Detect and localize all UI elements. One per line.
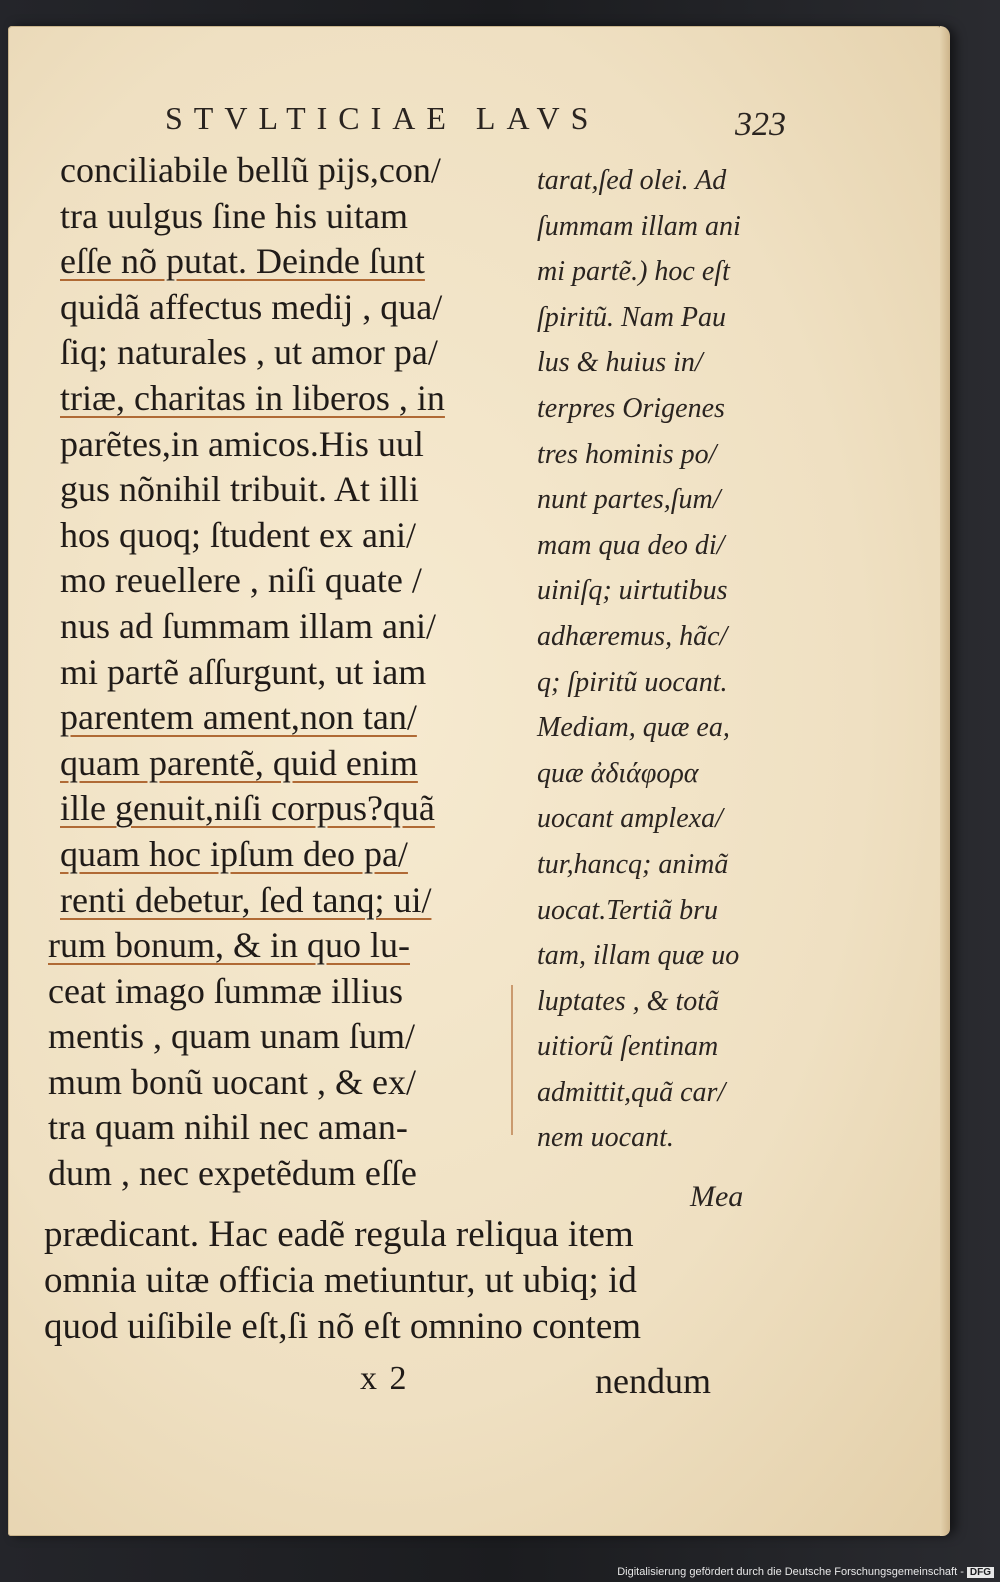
- text-line: quod uiſibile eſt,ſi nõ eſt omnino contem: [44, 1306, 642, 1347]
- gloss-line: ſummam illam ani: [537, 210, 741, 242]
- gloss-line: nem uocant.: [537, 1122, 674, 1154]
- text-line: ceat imago ſummæ illius: [48, 970, 403, 1011]
- gloss-line: ſpiritũ. Nam Pau: [537, 301, 727, 333]
- gloss-line: admittit,quã car/: [537, 1076, 726, 1108]
- credit-text: Digitalisierung gefördert durch die Deutsche Forschungsgemeinschaft -: [617, 1566, 964, 1578]
- gloss-line: terpres Origenes: [537, 392, 725, 424]
- text-line: omnia uitæ officia metiuntur, ut ubiq; id: [44, 1260, 637, 1301]
- gloss-line: Mediam, quæ ea,: [537, 712, 730, 744]
- page-number: 323: [735, 106, 786, 143]
- text-line: mi partẽ aſſurgunt, ut iam: [60, 651, 427, 692]
- gloss-line: uiniſq; uirtutibus: [537, 575, 728, 607]
- gloss-line: adhæremus, hãc/: [537, 620, 728, 652]
- full-width-text: [44, 1212, 764, 1350]
- gloss-line: lus & huius in/: [537, 347, 703, 379]
- page-edge: [940, 26, 950, 1536]
- gloss-line: quæ ἀδιάφορα: [537, 757, 699, 789]
- marginal-gloss: [537, 158, 787, 1161]
- gloss-line: uocat.Tertiã bru: [537, 894, 718, 926]
- text-line: dum , nec expetẽdum eſſe: [48, 1153, 417, 1194]
- text-line: ille genuit,niſi corpus?quã: [60, 788, 435, 829]
- text-line: parentem ament,non tan/: [60, 697, 417, 738]
- text-line: prædicant. Hac eadẽ regula reliqua item: [44, 1214, 634, 1255]
- text-line: nus ad ſummam illam ani/: [60, 605, 436, 646]
- dfg-logo: DFG: [967, 1567, 994, 1578]
- text-line: mum bonũ uocant , & ex/: [48, 1061, 416, 1102]
- text-line: gus nõnihil tribuit. At illi: [60, 469, 420, 510]
- signature-mark: x 2: [360, 1360, 409, 1397]
- gloss-line: q; ſpiritũ uocant.: [537, 666, 728, 698]
- gloss-line: tres hominis po/: [537, 438, 717, 470]
- gloss-line: mi partẽ.) hoc eſt: [537, 256, 730, 288]
- gloss-line: uitiorũ ſentinam: [537, 1031, 719, 1063]
- text-line: mentis , quam unam ſum/: [48, 1016, 415, 1057]
- text-line: tra quam nihil nec aman-: [48, 1107, 408, 1148]
- running-head: STVLTICIAE LAVS: [165, 100, 600, 136]
- text-line: parẽtes,in amicos.His uul: [60, 423, 424, 464]
- gloss-line: mam qua deo di/: [537, 529, 725, 561]
- gloss-line: tarat,ſed olei. Ad: [537, 165, 727, 196]
- text-line: triæ, charitas in liberos , in: [60, 377, 445, 418]
- gloss-catchword: Mea: [690, 1180, 744, 1213]
- gloss-line: uocant amplexa/: [537, 803, 723, 835]
- gloss-line: tam, illam quæ uo: [537, 940, 740, 972]
- digitization-credit: [617, 1566, 994, 1578]
- text-line: quam parentẽ, quid enim: [60, 742, 418, 783]
- gloss-marker-line: [511, 985, 513, 1135]
- text-line: quam hoc ipſum deo pa/: [60, 833, 408, 874]
- text-line: rum bonum, & in quo lu-: [48, 925, 410, 966]
- gloss-line: tur,hancq; animã: [537, 848, 729, 880]
- gloss-line: nunt partes,ſum/: [537, 484, 721, 516]
- text-line: renti debetur, ſed tanq; ui/: [60, 879, 432, 920]
- catchword: nendum: [595, 1361, 711, 1401]
- gloss-line: luptates , & totã: [537, 985, 719, 1017]
- text-line: mo reuellere , niſi quate /: [60, 560, 422, 601]
- main-text-column: [48, 148, 530, 1197]
- text-line: eſſe nõ putat. Deinde ſunt: [60, 241, 425, 282]
- text-line: quidã affectus medij , qua/: [60, 286, 443, 327]
- text-line: hos quoq; ſtudent ex ani/: [60, 514, 416, 555]
- text-line: conciliabile bellũ pijs,con/: [60, 150, 441, 190]
- text-line: ſiq; naturales , ut amor pa/: [60, 332, 438, 373]
- text-line: tra uulgus ſine his uitam: [60, 195, 408, 236]
